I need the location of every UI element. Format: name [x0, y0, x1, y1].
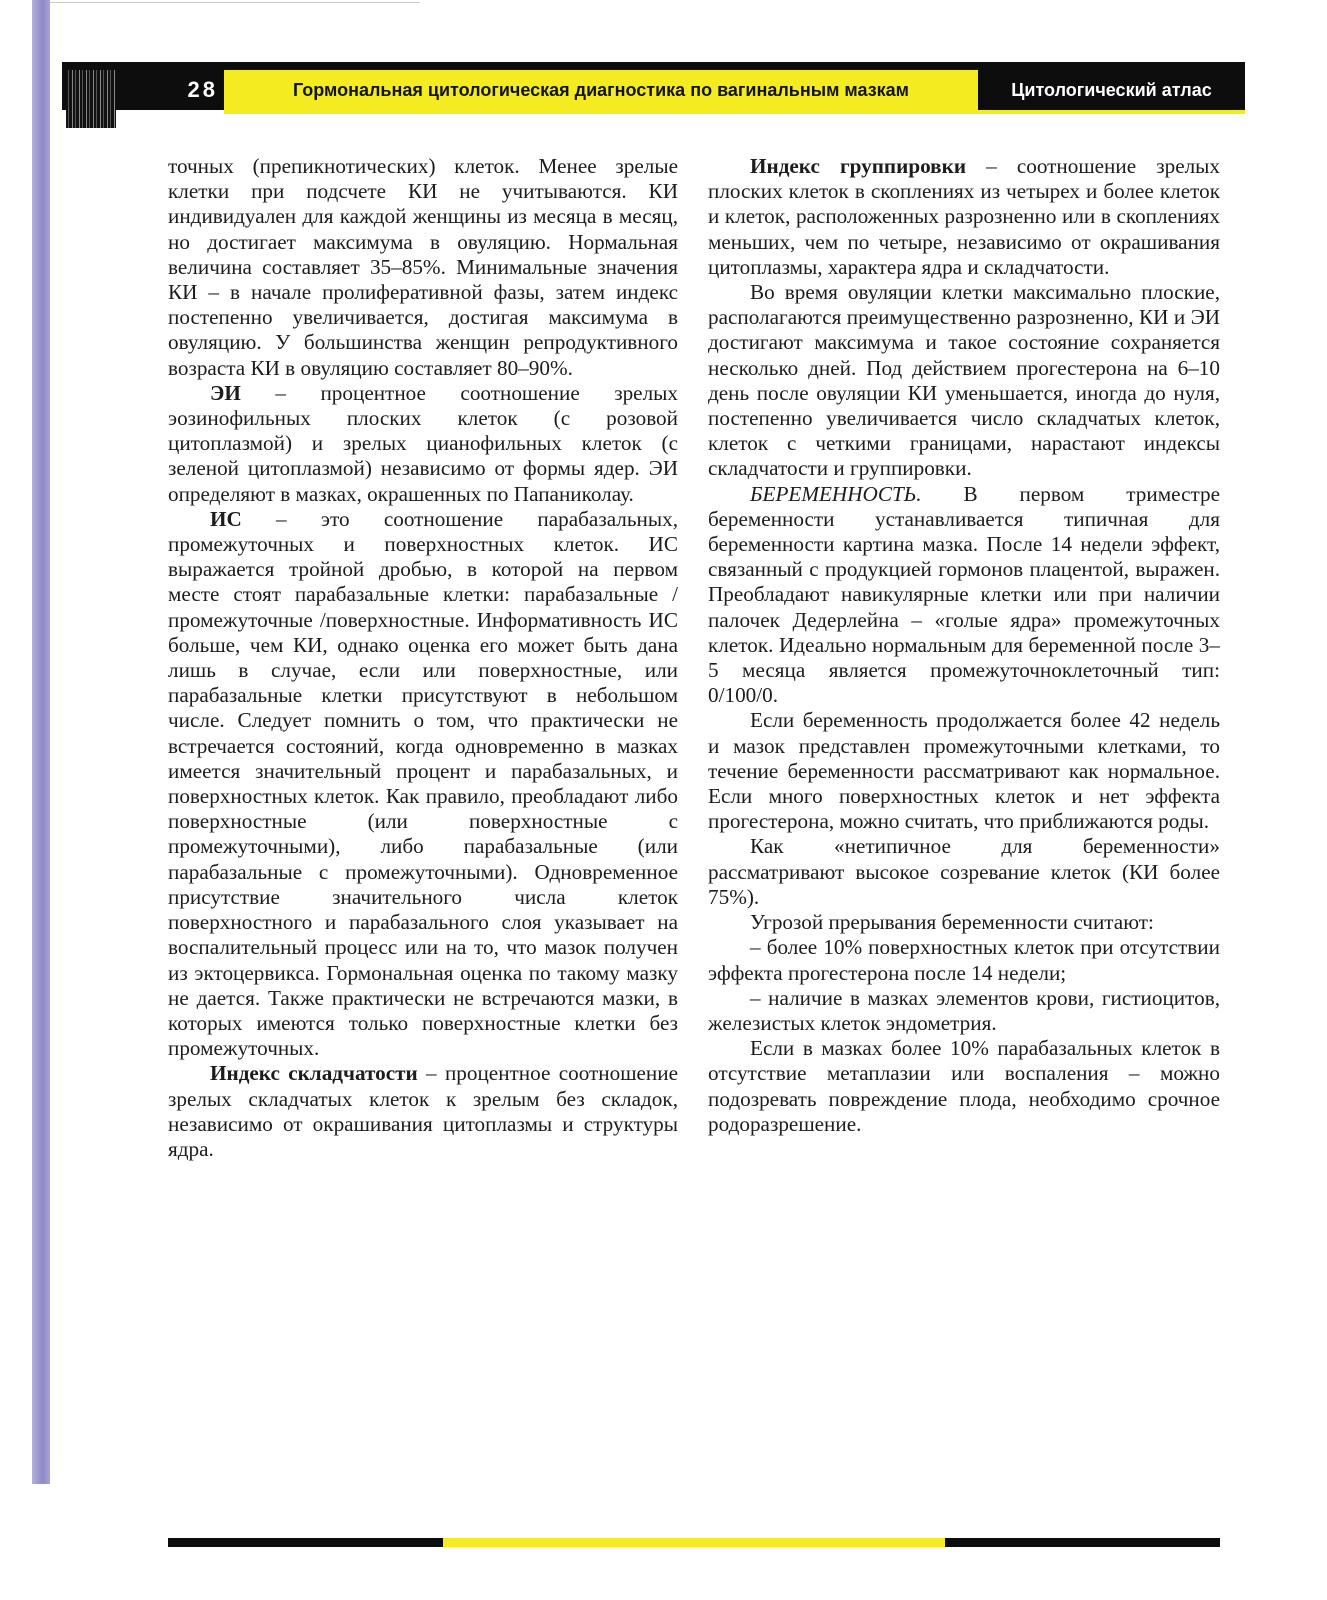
header-book-title: Цитологический атлас	[1011, 79, 1212, 100]
definition: – процентное соотношение зрелых складчатых клеток к зрелым без складок, независимо от окрашивания цитоплазмы и структуры ядра.	[168, 1061, 678, 1161]
paragraph	[168, 381, 678, 507]
left-column	[168, 154, 678, 1162]
header-title: Гормональная цитологическая диагностика по вагинальным мазкам	[292, 79, 910, 100]
footer-rule	[168, 1538, 1220, 1547]
header-title-box	[224, 70, 976, 110]
page-edge-bar	[32, 0, 50, 1484]
paragraph: Как «нетипичное для беременности» рассматривают высокое созревание клеток (КИ более 75%).	[708, 834, 1220, 909]
page-number-box	[62, 70, 224, 110]
header-bottom-rule	[224, 110, 1245, 114]
definition: – это соотношение парабазальных, промежуточных и поверхностных клеток. ИС выражается тройной дробью, в которой на первом месте стоят парабазальные клетки: парабазальные /промежуточные /поверхностные. Информативность ИС больше, чем КИ, однако оценка его может быть дана лишь в случае, если или поверхностные, или парабазальные клетки присутствуют в небольшом числе. Следует помнить о том, что практически не встречается состояний, когда одновременно в мазках имеется значительный процент и парабазальных, и поверхностных клеток. Как правило, преобладают либо поверхностные (или поверхностные с промежуточными), либо парабазальные (или парабазальные с промежуточными). Одновременное присутствие значительного числа клеток поверхностного и парабазального слоя указывает на воспалительный процесс или на то, что мазок получен из эктоцервикса. Гормональная оценка по такому мазку не дается. Также практически не встречаются мазки, в которых имеются только поверхностные клетки без промежуточных.	[168, 506, 678, 1061]
definition: – процентное соотношение зрелых эозинофильных плоских клеток (с розовой цитоплазмой) и зрелых цианофильных клеток (с зеленой цитоплазмой) независимо от формы ядер. ЭИ определяют в мазках, окрашенных по Папаниколау.	[168, 380, 678, 506]
paragraph	[708, 154, 1220, 280]
paragraph	[168, 1061, 678, 1162]
page-number: 28	[187, 77, 218, 102]
running-header	[62, 62, 1245, 116]
footer-rule-left	[168, 1538, 443, 1547]
paragraph: Во время овуляции клетки максимально плоские, располагаются преимущественно разрозненно, КИ и ЭИ достигают максимума и такое состояние сохраняется несколько дней. Под действием прогестерона на 6–10 день после овуляции КИ уменьшается, иногда до нуля, постепенно увеличивается число складчатых клеток, клеток с четкими границами, нарастают индексы складчатости и группировки.	[708, 280, 1220, 481]
paragraph	[708, 482, 1220, 709]
term: Индекс группировки	[750, 154, 967, 178]
list-item: – наличие в мазках элементов крови, гистиоцитов, железистых клеток эндометрия.	[708, 985, 1220, 1035]
list-item: – более 10% поверхностных клеток при отсутствии эффекта прогестерона после 14 недели;	[708, 935, 1220, 985]
header-book-box	[974, 70, 1245, 110]
header-top-rule	[62, 62, 1245, 70]
paragraph: точных (препикнотических) клеток. Менее зрелые клетки при подсчете КИ не учитываются. КИ индивидуален для каждой женщины из месяца в месяц, но достигает максимума в овуляцию. Нормальная величина составляет 35–85%. Минимальные значения КИ – в начале пролиферативной фазы, затем индекс постепенно увеличивается, достигая максимума в овуляцию. У большинства женщин репродуктивного возраста КИ в овуляцию составляет 80–90%.	[168, 154, 678, 380]
footer-rule-middle	[443, 1538, 945, 1547]
term: ИС	[210, 506, 242, 531]
paragraph: Если беременность продолжается более 42 недель и мазок представлен промежуточными клетками, то течение беременности рассматривают как нормальное. Если много поверхностных клеток и нет эффекта прогестерона, можно считать, что приближаются роды.	[708, 708, 1220, 834]
scan-artifact-line	[50, 2, 420, 3]
paragraph: Угрозой прерывания беременности считают:	[750, 910, 1154, 935]
paragraph	[168, 507, 678, 1061]
term: ЭИ	[210, 380, 241, 405]
paragraph: Если в мазках более 10% парабазальных клеток в отсутствие метаплазии или воспаления – можно подозревать повреждение плода, необходимо срочное родоразрешение.	[708, 1036, 1220, 1136]
footer-rule-right	[945, 1538, 1220, 1547]
definition: – соотношение зрелых плоских клеток в скоплениях из четырех и более клеток и клеток, расположенных разрозненно или в скоплениях меньших, чем по четыре, независимо от окрашивания цитоплазмы, характера ядра и складчатости.	[708, 154, 1220, 279]
section-heading: БЕРЕМЕННОСТЬ.	[750, 481, 922, 506]
section-text: В первом триместре беременности устанавливается типичная для беременности картина мазка. После 14 недели эффект, связанный с продукцией гормонов плацентой, выражен. Преобладают навикулярные клетки или при наличии палочек Дедерлейна – «голые ядра» промежуточных клеток. Идеально нормальным для беременной после 3–5 месяца является промежуточноклеточный тип: 0/100/0.	[708, 481, 1220, 708]
term: Индекс складчатости	[210, 1061, 418, 1086]
right-column	[708, 154, 1220, 1137]
barcode-icon	[66, 70, 116, 128]
